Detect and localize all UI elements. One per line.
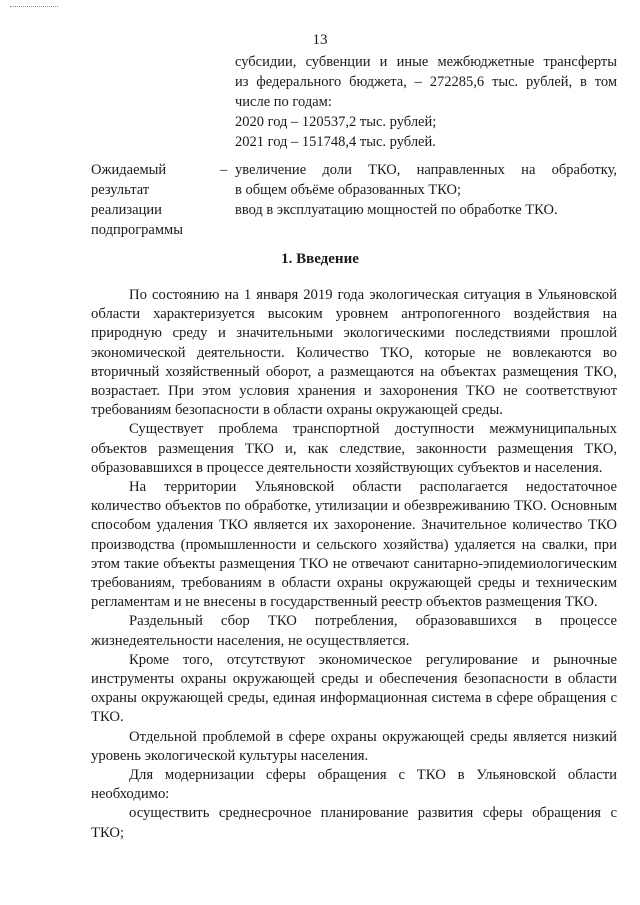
paragraph: Отдельной проблемой в сфере охраны окружающей среды является низкий уровень экологической культуры населения. — [91, 728, 617, 764]
label-line: результат — [91, 182, 150, 198]
financing-line: из федерального бюджета, – 272285,6 тыс. рублей, в том — [235, 74, 617, 90]
label-line: Ожидаемый — [91, 162, 167, 178]
paragraph: Существует проблема транспортной доступности межмуниципальных объектов размещения ТКО и, как следствие, законности размещения ТКО, образовавшихся в процессе деятельности хозяйствующих субъектов и населения. — [91, 421, 617, 476]
financing-text — [235, 52, 617, 152]
label-line: подпрограммы — [91, 222, 183, 238]
paragraph: По состоянию на 1 января 2019 года экологическая ситуация в Ульяновской области характеризуется высоким уровнем антропогенного воздействия на природную среду и значительными экологическими последствиями прошлой экономической деятельности. Количество ТКО, которые не вовлекаются во вторичный хозяйственный оборот, а размещаются на объектах размещения ТКО, возрастает. При этом условия хранения и захоронения ТКО не соответствуют требованиям безопасности в области охраны окружающей среды. — [91, 287, 617, 419]
scan-artifact — [10, 6, 58, 9]
result-item-1-line: в общем объёме образованных ТКО; — [235, 182, 462, 198]
section-heading: 1. Введение — [281, 251, 359, 267]
paragraph: На территории Ульяновской области располагается недостаточное количество объектов по обработке, утилизации и обезвреживанию ТКО. Основным способом удаления ТКО является их захоронение. Значительное количество ТКО производства (промышленности и сельского хозяйства) удаляется на свалки, при этом такие объекты размещения ТКО не отвечают санитарно-эпидемиологическим требованиям, требованиям в области охраны окружающей среды и техническим регламентам и не внесены в государственный реестр объектов размещения ТКО. — [91, 479, 617, 611]
page-number: 13 — [312, 32, 328, 48]
paragraph: осуществить среднесрочное планирование развития сферы обращения с ТКО; — [91, 805, 617, 841]
label-line: реализации — [91, 202, 162, 218]
paragraph: Для модернизации сферы обращения с ТКО в Ульяновской области необходимо: — [91, 767, 617, 803]
section-body — [91, 286, 617, 843]
result-item-2: ввод в эксплуатацию мощностей по обработке ТКО. — [235, 202, 558, 218]
separator-dash: – — [220, 162, 228, 178]
expected-result-text — [235, 160, 617, 220]
paragraph: Раздельный сбор ТКО потребления, образовавшихся в процессе жизнедеятельности населения, не осуществляется. — [91, 613, 617, 649]
result-item-1-line: увеличение доли ТКО, направленных на обработку, — [235, 162, 617, 178]
financing-line: субсидии, субвенции и иные межбюджетные трансферты — [235, 54, 617, 70]
financing-2021: 2021 год – 151748,4 тыс. рублей. — [235, 134, 436, 150]
financing-line: числе по годам: — [235, 94, 332, 110]
expected-result-label — [91, 160, 226, 240]
paragraph: Кроме того, отсутствуют экономическое регулирование и рыночные инструменты охраны окружающей среды и обеспечения безопасности в области охраны окружающей среды, единая информационная система в сфере обращения с ТКО. — [91, 651, 617, 726]
financing-2020: 2020 год – 120537,2 тыс. рублей; — [235, 114, 437, 130]
